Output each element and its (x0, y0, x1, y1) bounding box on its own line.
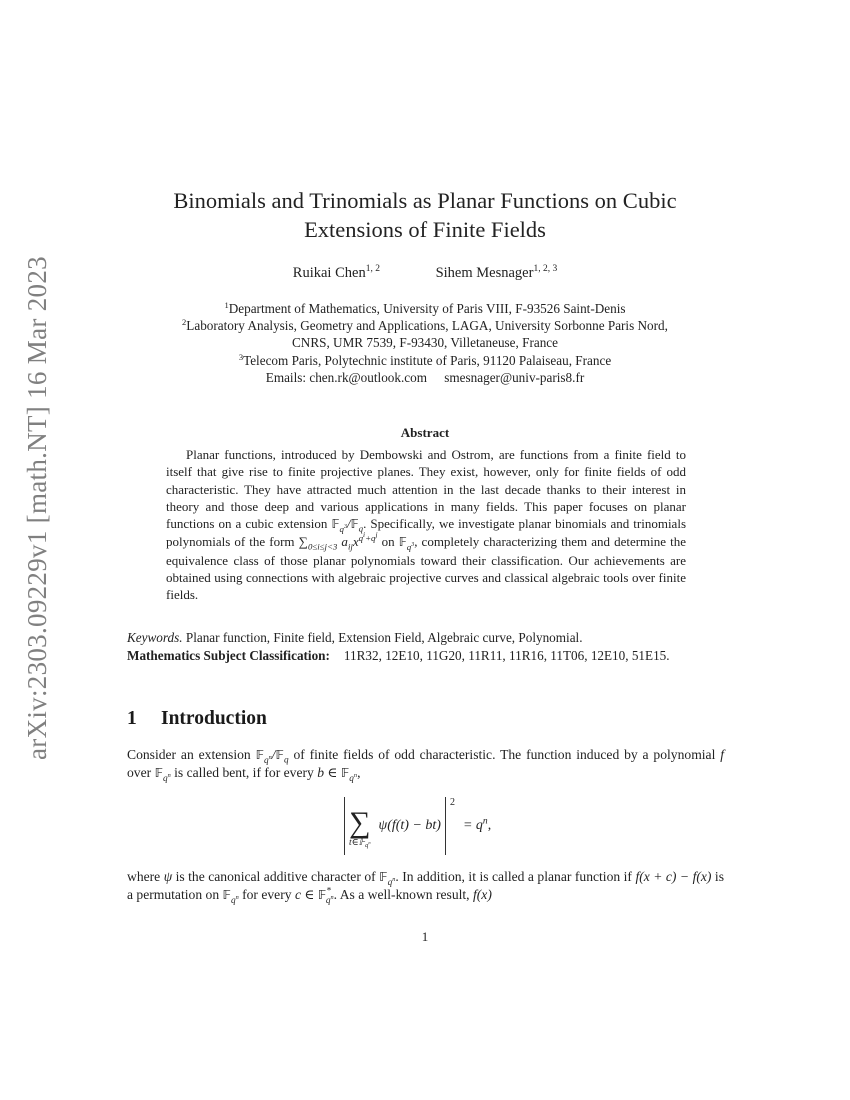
math-fx: f(x) (472, 887, 492, 903)
exponent: 2 (449, 796, 455, 808)
abstract-text: Specifically, we investigate planar binomials and trinomials polynomials of the form (166, 516, 687, 550)
sum-sign: ∑ (349, 805, 371, 839)
keywords-text: Planar function, Finite field, Extension Field, Algebraic curve, Polynomial. (185, 630, 583, 645)
author (293, 265, 380, 282)
title-line-2: Extensions of Finite Fields (304, 217, 546, 242)
section-title: Introduction (161, 708, 267, 729)
sum-operator (349, 805, 371, 850)
body-text: , (357, 765, 361, 781)
affiliations (125, 300, 725, 386)
math-f: f (720, 747, 724, 762)
math-b-in-field: b ∈ 𝔽$_{q^n}$ (317, 765, 358, 783)
sum-index: t∈𝔽$_{q^n}$ (349, 837, 371, 850)
body-text: is called bent, if for every (170, 765, 318, 781)
affiliation-text: Telecom Paris, Polytechnic institute of Paris, 91120 Palaiseau, France (243, 352, 612, 368)
body-text: over (127, 765, 155, 781)
title-line-1: Binomials and Trinomials as Planar Functions on Cubic (173, 188, 677, 213)
author (436, 265, 558, 282)
body-text: is the canonical additive character of (172, 869, 380, 884)
page-number: 1 (421, 929, 429, 944)
affiliation-mark: 3 (238, 351, 244, 362)
body-text: Consider an extension (127, 747, 256, 762)
body-text: where (127, 869, 164, 884)
affiliation-text: Laboratory Analysis, Geometry and Applications, LAGA, University Sorbonne Paris Nord, (186, 318, 668, 334)
intro-paragraph-1 (127, 746, 724, 782)
msc-line (127, 647, 725, 665)
body-text: is a permutation on (127, 869, 724, 903)
affiliation (125, 300, 725, 317)
abstract-text: Planar functions, introduced by Dembowski and Ostrom, are functions from a finite field to itself that give rise to finite projective planes. They exist, however, only for finite fields of odd characteristic. They have attracted much attention in the last decade thanks to their interest in theory and those deep and various applications in many fields. This paper focuses on planar functions on a cubic extension (166, 447, 686, 532)
keywords-label: Keywords. (127, 630, 183, 645)
keywords-line (127, 629, 725, 647)
body-text: of finite fields of odd characteristic. The function induced by a polynomial (288, 747, 721, 762)
abstract-paragraph: Planar functions, introduced by Dembowski and Ostrom, are functions from a finite field to itself that give rise to finite projective planes. They exist, however, only for finite fields of odd characteristic. They have attracted much attention in the last decade thanks to their interest in theory and those deep and various applications in many fields. This paper focuses on planar functions on a cubic extension 𝔽$_{q^3}$/𝔽$_q$. Specifically, we investigate planar binomials and trinomials polynomials of the form $\sum_{0\le i\le j<3}$ $a_{ij}x^{q^i+q^j}$ on 𝔽$_{q^3}$, completely characterizing them and determine the equivalence class of those planar polynomials toward their classification. Our achievements are obtained using connections with algebraic projective curves and classical algebraic tools over finite fields. (166, 447, 687, 603)
author-name: Sihem Mesnager (435, 265, 534, 281)
emails-label: Emails: (265, 369, 307, 385)
emails-line (125, 369, 725, 386)
section-heading (127, 708, 267, 730)
math-field: 𝔽$_{q^n}$ (379, 869, 396, 887)
msc-codes: 11R32, 12E10, 11G20, 11R11, 11R16, 11T06, 12E10, 51E15. (343, 647, 670, 663)
affiliation-marks: 1, 2 (365, 264, 380, 274)
affiliation (125, 317, 725, 334)
abstract-text: on (377, 534, 399, 550)
math-field: 𝔽$_{q^n}$ (222, 887, 239, 905)
math-c-in-field: c ∈ 𝔽*$_{q^n}$ (294, 885, 334, 905)
body-text: for every (238, 887, 295, 903)
section-number: 1 (127, 708, 137, 729)
keywords-block (127, 629, 725, 664)
math-difference: f(x + c) − f(x) (635, 869, 712, 884)
email-link[interactable]: smesnager@univ-paris8.fr (444, 369, 585, 385)
affiliation-marks: 1, 2, 3 (533, 264, 558, 274)
equation-rhs: = $q^n$, (462, 816, 492, 833)
math-field-extension: 𝔽$_{q^3}$/𝔽$_q$ (331, 516, 364, 534)
email-link[interactable]: chen.rk@outlook.com (309, 369, 427, 385)
abs-bar-right (445, 797, 446, 855)
intro-paragraph-2 (127, 868, 724, 904)
body-text: . In addition, it is called a planar function if (395, 869, 636, 884)
math-field: 𝔽$_{q^3}$ (398, 535, 415, 553)
bent-equation (340, 795, 491, 857)
math-sum-form: $\sum_{0\le i\le j<3}$ $a_{ij}x^{q^i+q^j}$ (298, 530, 378, 553)
math-psi: ψ (163, 869, 173, 884)
abstract-heading: Abstract (400, 425, 450, 440)
affiliation-continuation: CNRS, UMR 7539, F-93430, Villetaneuse, France (292, 335, 558, 351)
author-name: Ruikai Chen (292, 265, 366, 281)
summand: ψ(f(t) − bt) (378, 818, 441, 833)
affiliation-mark: 2 (182, 317, 187, 328)
affiliation-mark: 1 (224, 300, 229, 310)
math-extension: 𝔽$_{q^n}$/𝔽$_q$ (255, 747, 289, 765)
msc-label: Mathematics Subject Classification: (127, 647, 330, 663)
abstract-body (166, 446, 686, 604)
affiliation (125, 352, 725, 369)
body-text: . As a well-known result, (333, 887, 473, 903)
affiliation-text: Department of Mathematics, University of Paris VIII, F-93526 Saint-Denis (228, 301, 626, 316)
paper-title (125, 186, 725, 244)
abstract-text: , completely characterizing them and determine the equivalence class of those planar polynomials toward their classification. Our achievements are obtained using connections with algebraic projective curves and classical algebraic tools over finite fields. (166, 534, 687, 603)
math-field: 𝔽$_{q^n}$ (154, 765, 171, 783)
abs-bar-left (344, 797, 345, 855)
author-list (125, 265, 725, 282)
arxiv-identifier-stamp: arXiv:2303.09229v1 [math.NT] 16 Mar 2023 (22, 256, 52, 760)
